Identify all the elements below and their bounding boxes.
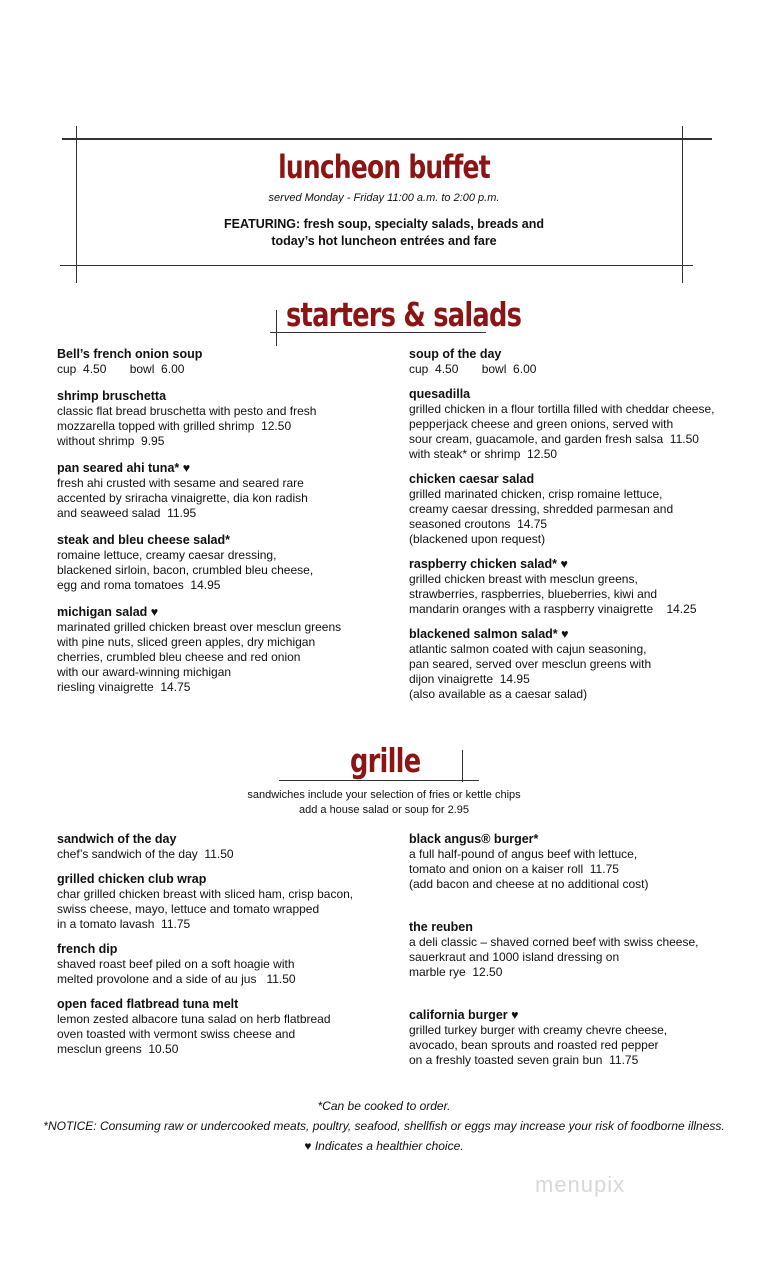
menu-item-description: with our award-winning michigan [57,665,232,679]
starters-left-column [57,347,387,695]
menu-item-name: california burger ♥ [409,1008,519,1022]
menu-item-name: french dip [57,942,118,956]
menu-item-name: pan seared ahi tuna* ♥ [57,461,191,475]
menu-item-description: swiss cheese, mayo, lettuce and tomato wrapped [57,902,320,916]
starters-right-column [409,347,754,702]
menu-item-name: quesadilla [409,387,471,401]
menu-item-description: melted provolone and a side of au jus 11.50 [57,972,296,986]
menu-item [57,942,387,987]
menu-item [57,872,387,932]
menu-item-description: mesclun greens 10.50 [57,1042,179,1056]
buffet-title: luncheon buffet [278,148,490,186]
menu-item-description: classic flat bread bruschetta with pesto and fresh [57,404,317,418]
buffet-featuring-line2: today’s hot luncheon entrées and fare [271,234,497,248]
menu-item-description: sauerkraut and 1000 island dressing on [409,950,620,964]
menu-item-name: raspberry chicken salad* ♥ [409,557,568,571]
menu-item-description: creamy caesar dressing, shredded parmesan and [409,502,674,516]
buffet-featuring-line1: FEATURING: fresh soup, specialty salads, breads and [224,217,544,231]
buffet-bottom-rule [60,265,693,266]
menu-item-name: shrimp bruschetta [57,389,167,403]
menu-item [409,627,754,702]
starters-title: starters & salads [286,295,522,334]
menu-item-description: marble rye 12.50 [409,965,503,979]
grille-right-column [409,832,754,1068]
grille-note-line2: add a house salad or soup for 2.95 [298,804,469,816]
grille-left-column [57,832,387,1057]
menu-item-description: char grilled chicken breast with sliced ham, crisp bacon, [57,887,354,901]
menu-item-description: avocado, bean sprouts and roasted red pepper [409,1038,659,1052]
menu-item-name: steak and bleu cheese salad* [57,533,231,547]
menu-item-description: shaved roast beef piled on a soft hoagie with [57,957,295,971]
menu-item [409,832,754,892]
menu-item [409,347,754,377]
menu-item-description: grilled marinated chicken, crisp romaine lettuce, [409,487,663,501]
starters-tick [276,310,277,346]
menu-item-description: on a freshly toasted seven grain bun 11.75 [409,1053,639,1067]
menu-item-description: atlantic salmon coated with cajun seasoning, [409,642,647,656]
menu-item-description: (add bacon and cheese at no additional cost) [409,877,649,891]
menu-item-name: Bell’s french onion soup [57,347,203,361]
menu-item-description: egg and roma tomatoes 14.95 [57,578,221,592]
menu-item-description: with steak* or shrimp 12.50 [409,447,558,461]
menu-item-description: romaine lettuce, creamy caesar dressing, [57,548,277,562]
menu-item [57,533,387,593]
menu-item-description: in a tomato lavash 11.75 [57,917,191,931]
menu-item-description: grilled turkey burger with creamy chevre cheese, [409,1023,668,1037]
menu-item-description: with pine nuts, sliced green apples, dry michigan [57,635,316,649]
menu-item-description: strawberries, raspberries, blueberries, kiwi and [409,587,658,601]
menu-item-name: soup of the day [409,347,502,361]
menupix-watermark: menupix [535,1172,626,1197]
menu-item-description: cup 4.50 bowl 6.00 [409,362,537,376]
cooked-to-order-note: *Can be cooked to order. [317,1099,451,1113]
menu-item [409,557,754,617]
menu-item-description: tomato and onion on a kaiser roll 11.75 [409,862,619,876]
menu-item-description: riesling vinaigrette 14.75 [57,680,191,694]
menu-item-description: cup 4.50 bowl 6.00 [57,362,185,376]
menu-item-description: marinated grilled chicken breast over mesclun greens [57,620,342,634]
menu-item [57,461,387,521]
buffet-left-rule [76,126,77,283]
menu-item-description: fresh ahi crusted with sesame and seared rare [57,476,304,490]
menu-item-description: seasoned croutons 14.75 [409,517,548,531]
menu-item [57,347,387,377]
menu-item [57,832,387,862]
menu-item [57,605,387,695]
menu-item-description: blackened sirloin, bacon, crumbled bleu cheese, [57,563,314,577]
menu-item-name: chicken caesar salad [409,472,535,486]
menu-item-name: the reuben [409,920,473,934]
buffet-subtitle: served Monday - Friday 11:00 a.m. to 2:00 p.m. [268,192,500,204]
menu-item-description: chef’s sandwich of the day 11.50 [57,847,234,861]
grille-tick [462,750,463,782]
menu-item-description: (blackened upon request) [409,532,546,546]
menu-item-description: accented by sriracha vinaigrette, dia kon radish [57,491,308,505]
menu-item-description: a full half-pound of angus beef with lettuce, [409,847,638,861]
menu-item-name: michigan salad ♥ [57,605,159,619]
menu-item [57,389,387,449]
menu-item-name: grilled chicken club wrap [57,872,207,886]
menu-item-name: blackened salmon salad* ♥ [409,627,569,641]
menu-item-description: cherries, crumbled bleu cheese and red onion [57,650,301,664]
grille-title: grille [350,741,421,780]
menu-item [409,472,754,547]
menu-item-name: open faced flatbread tuna melt [57,997,239,1011]
menu-item-description: without shrimp 9.95 [57,434,165,448]
menu-item-description: oven toasted with vermont swiss cheese and [57,1027,296,1041]
menu-item-description: lemon zested albacore tuna salad on herb flatbread [57,1012,331,1026]
foodborne-notice: *NOTICE: Consuming raw or undercooked meats, poultry, seafood, shellfish or eggs may increase your risk of foodborne illness. [43,1119,725,1133]
menu-item-description: dijon vinaigrette 14.95 [409,672,530,686]
menu-item [409,387,754,462]
menu-item-name: black angus® burger* [409,832,539,846]
menu-item-description: pan seared, served over mesclun greens with [409,657,652,671]
grille-note-line1: sandwiches include your selection of fries or kettle chips [247,789,521,801]
menu-item-description: pepperjack cheese and green onions, served with [409,417,674,431]
menu-item-description: grilled chicken breast with mesclun greens, [409,572,638,586]
menu-item-description: a deli classic – shaved corned beef with swiss cheese, [409,935,699,949]
menu-item-description: (also available as a caesar salad) [409,687,588,701]
menu-item-description: grilled chicken in a flour tortilla filled with cheddar cheese, [409,402,715,416]
menu-item [57,997,387,1057]
menu-item [409,1008,754,1068]
menu-item-name: sandwich of the day [57,832,177,846]
buffet-top-rule [62,138,712,140]
healthier-choice-note: ♥ Indicates a healthier choice. [304,1139,464,1153]
grille-rule [279,780,479,781]
menu-item-description: mandarin oranges with a raspberry vinaigrette 14.25 [409,602,697,616]
menu-item-description: sour cream, guacamole, and garden fresh salsa 11.50 [409,432,699,446]
menu-item-description: and seaweed salad 11.95 [57,506,197,520]
menu-item-description: mozzarella topped with grilled shrimp 12.50 [57,419,292,433]
menu-item [409,920,754,980]
